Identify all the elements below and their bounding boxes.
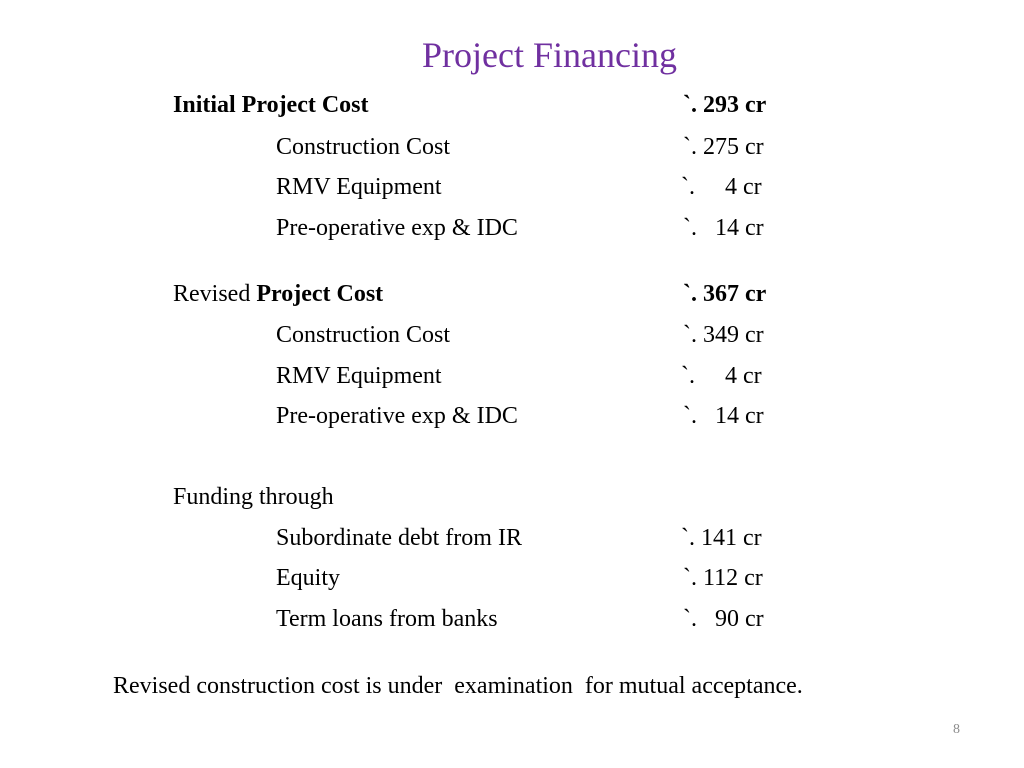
revised-cost-heading — [173, 281, 383, 308]
list-item — [0, 134, 1024, 166]
item-label: Pre-operative exp & IDC — [276, 215, 518, 241]
funding-heading: Funding through — [173, 484, 334, 510]
list-item — [0, 565, 1024, 597]
revised-cost-heading-row — [0, 281, 1024, 313]
item-amount: `. 14 cr — [683, 403, 764, 429]
item-label: RMV Equipment — [276, 363, 442, 389]
item-amount: `. 141 cr — [681, 525, 762, 551]
revised-heading-bold: Project Cost — [256, 281, 384, 307]
page-number: 8 — [953, 722, 960, 737]
funding-heading-row — [0, 484, 1024, 516]
item-amount: `. 4 cr — [681, 174, 762, 200]
initial-cost-heading: Initial Project Cost — [173, 92, 369, 118]
item-amount: `. 112 cr — [683, 565, 763, 591]
list-item — [0, 174, 1024, 206]
revised-cost-total: `. 367 cr — [683, 281, 767, 307]
item-label: RMV Equipment — [276, 174, 442, 200]
item-label: Construction Cost — [276, 322, 451, 348]
revised-prefix: Revised — [173, 281, 257, 307]
item-label: Term loans from banks — [276, 606, 498, 632]
item-amount: `. 90 cr — [683, 606, 764, 632]
list-item — [0, 215, 1024, 247]
item-label: Construction Cost — [276, 134, 451, 160]
list-item — [0, 606, 1024, 638]
initial-cost-heading-row — [0, 92, 1024, 124]
footnote: Revised construction cost is under examination for mutual acceptance. — [113, 673, 803, 699]
item-amount: `. 349 cr — [683, 322, 764, 348]
list-item — [0, 322, 1024, 354]
list-item — [0, 525, 1024, 557]
item-amount: `. 14 cr — [683, 215, 764, 241]
slide-title: Project Financing — [422, 35, 677, 75]
list-item — [0, 403, 1024, 435]
item-label: Equity — [276, 565, 340, 591]
item-amount: `. 4 cr — [681, 363, 762, 389]
item-label: Pre-operative exp & IDC — [276, 403, 518, 429]
initial-cost-total: `. 293 cr — [683, 92, 767, 118]
item-amount: `. 275 cr — [683, 134, 764, 160]
item-label: Subordinate debt from IR — [276, 525, 522, 551]
list-item — [0, 363, 1024, 395]
